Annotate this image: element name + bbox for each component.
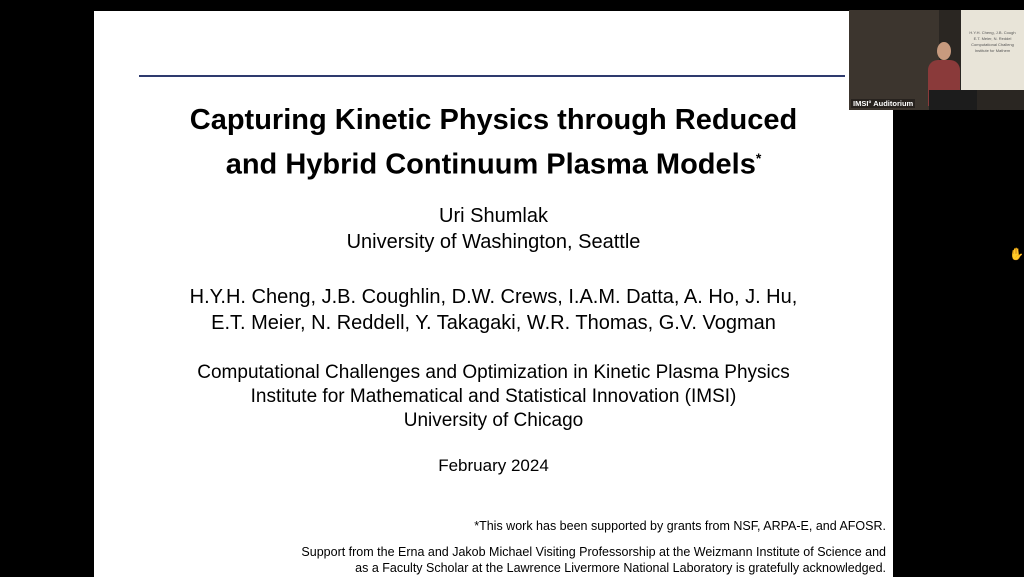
presentation-date: February 2024 (438, 456, 549, 475)
title-footnote-mark: * (755, 150, 762, 166)
support-note (96, 544, 886, 576)
author-name: Uri Shumlak (439, 205, 548, 227)
hand-cursor-icon: ✋ (1009, 247, 1024, 261)
coauthors-line-2: E.T. Meier, N. Reddell, Y. Takagaki, W.R. Thomas, G.V. Vogman (211, 312, 776, 334)
coauthors-block (94, 284, 893, 336)
webcam-label: IMSI° Auditorium (853, 99, 914, 108)
title-rule (139, 75, 845, 77)
speaker-webcam[interactable] (849, 10, 1024, 110)
venue-block (94, 361, 893, 433)
author-affiliation: University of Washington, Seattle (346, 231, 641, 253)
speaker-head (937, 42, 951, 60)
webcam-screen-text-3: Computational Challeng (971, 42, 1014, 47)
webcam-wall (849, 10, 939, 110)
support-line-2: as a Faculty Scholar at the Lawrence Livermore National Laboratory is gratefully acknowledged. (355, 561, 886, 575)
venue-line-1: Computational Challenges and Optimization in Kinetic Plasma Physics (197, 362, 790, 383)
venue-line-3: University of Chicago (403, 410, 584, 431)
podium (929, 90, 977, 110)
title-line-2: and Hybrid Continuum Plasma Models* (225, 148, 762, 181)
venue-line-2: Institute for Mathematical and Statistical Innovation (IMSI) (250, 386, 737, 407)
webcam-screen-text-4: Institute for Mathem (974, 48, 1011, 53)
support-line-1: Support from the Erna and Jakob Michael Visiting Professorship at the Weizmann Institute of Science and (301, 545, 886, 559)
presentation-slide (94, 11, 893, 577)
webcam-screen-text-1: H.Y.H. Cheng, J.B. Cough (969, 30, 1016, 35)
author-block (94, 203, 893, 255)
coauthors-line-1: H.Y.H. Cheng, J.B. Coughlin, D.W. Crews, I.A.M. Datta, A. Ho, J. Hu, (189, 286, 798, 308)
webcam-projector-screen (961, 10, 1024, 90)
title-line-1: Capturing Kinetic Physics through Reduced (189, 104, 798, 136)
funding-note: *This work has been supported by grants from NSF, ARPA-E, and AFOSR. (474, 519, 886, 533)
webcam-screen-text-2: E.T. Meier, N. Reddel (973, 36, 1012, 41)
slide-title (94, 101, 893, 184)
